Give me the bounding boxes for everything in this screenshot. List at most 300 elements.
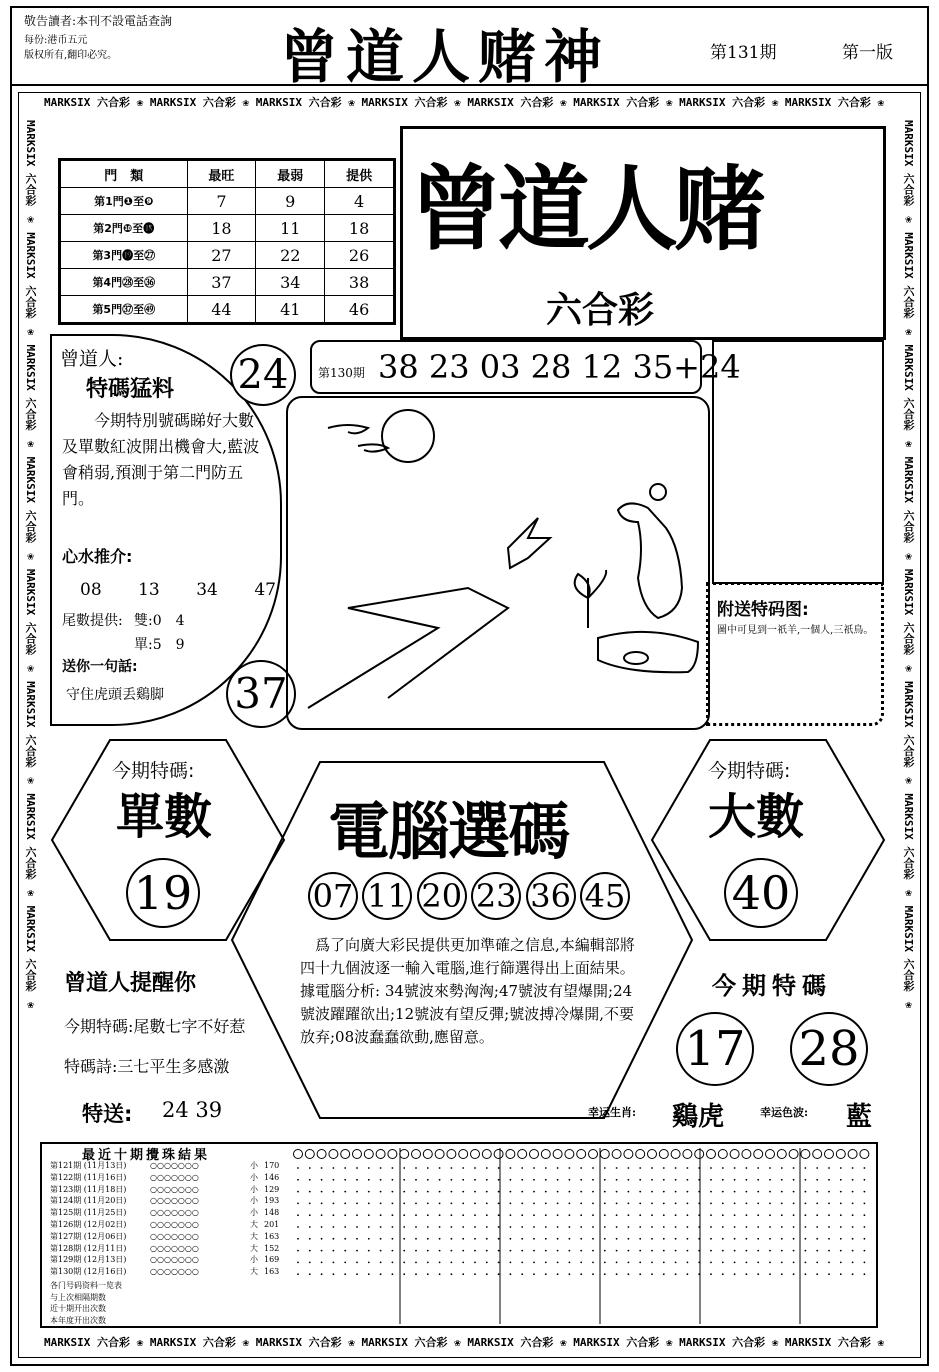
grid-cell [852,1214,854,1216]
rock-icon [598,632,698,672]
grid-cell [557,1250,559,1252]
computer-number: 11 [362,872,412,920]
grid-cell [793,1167,795,1169]
heart-number: 13 [138,580,160,600]
grid-cell [368,1179,370,1181]
grid-cell [616,1191,618,1193]
grid-cell [687,1250,689,1252]
grid-cell [604,1214,606,1216]
grid-header-ball [671,1150,680,1159]
grid-cell [545,1191,547,1193]
grid-cell [757,1191,759,1193]
zodiac-label: 幸运生肖: [588,1106,637,1119]
grid-cell [498,1273,500,1275]
draw-row-sum: 193 [264,1196,280,1206]
tail-label: 尾數提供: [62,613,123,629]
grid-cell [628,1250,630,1252]
grid-cell [663,1262,665,1264]
grid-cell [675,1273,677,1275]
grid-cell [451,1203,453,1205]
grid-cell [604,1238,606,1240]
grid-cell [356,1262,358,1264]
grid-cell [451,1273,453,1275]
grid-cell [533,1226,535,1228]
grid-cell [604,1262,606,1264]
door-give: 26 [325,242,394,269]
grid-cell [415,1179,417,1181]
puzzle-drawing [288,398,708,728]
grid-header-ball [577,1150,586,1159]
grid-cell [368,1214,370,1216]
grid-cell [852,1273,854,1275]
grid-cell [687,1191,689,1193]
grid-cell [698,1179,700,1181]
computer-number: 36 [526,872,576,920]
grid-cell [392,1250,394,1252]
grid-cell [746,1250,748,1252]
grid-cell [392,1167,394,1169]
reminder-line-1: 今期特碼:尾數七字不好惹 [64,1017,246,1036]
egg-icon [624,652,648,664]
grid-cell [545,1203,547,1205]
draw-row-sum: 148 [264,1208,280,1218]
grid-cell [545,1214,547,1216]
grid-cell [604,1179,606,1181]
tail-even: 雙:0 4 [134,613,185,629]
grid-cell [651,1273,653,1275]
grid-cell [510,1203,512,1205]
number-circle-top: 24 [230,344,296,406]
door-label: 第1門❶至❾ [61,188,188,215]
grid-cell [663,1273,665,1275]
grid-cell [451,1191,453,1193]
grid-cell [427,1167,429,1169]
heart-number: 34 [196,580,218,600]
grid-header-ball [801,1150,810,1159]
grid-cell [344,1191,346,1193]
border-strip-right: MARKSIX 六合彩 ❀ MARKSIX 六合彩 ❀ MARKSIX 六合彩 ❀ MARKSIX 六合彩 ❀ MARKSIX 六合彩 ❀ MARKSIX 六合彩 ❀ MARKSIX 六合彩 ❀ MARKSIX 六合彩 ❀ [902,120,915,1012]
mouse-figure-icon [618,503,682,618]
grid-cell [380,1273,382,1275]
draw-row-sum: 163 [264,1231,280,1241]
grid-cell [356,1250,358,1252]
grid-cell [439,1238,441,1240]
grid-cell [486,1167,488,1169]
grid-cell [639,1238,641,1240]
grid-cell [746,1203,748,1205]
grid-cell [533,1167,535,1169]
masthead-title: 曾道人赌神 [280,23,611,91]
grid-cell [793,1250,795,1252]
draw-footer-row: 各门号码资料一览表 [50,1281,122,1290]
grid-cell [557,1214,559,1216]
grid-header-ball [459,1150,468,1159]
grid-cell [698,1273,700,1275]
door-max: 37 [187,269,256,296]
grid-cell [864,1250,866,1252]
grid-cell [510,1179,512,1181]
grid-cell [380,1191,382,1193]
grid-cell [734,1273,736,1275]
tip-title: 特碼猛料 [86,377,175,402]
grid-cell [380,1167,382,1169]
draw-row-size: 大 [250,1231,258,1241]
draw-row [50,1195,300,1207]
grid-cell [580,1191,582,1193]
grid-cell [392,1203,394,1205]
flower-icon [650,484,666,500]
grid-cell [427,1273,429,1275]
grid-cell [462,1179,464,1181]
grid-cell [474,1203,476,1205]
grid-cell [403,1214,405,1216]
grid-cell [510,1250,512,1252]
door-give: 4 [325,188,394,215]
grid-cell [356,1214,358,1216]
path-icon [308,588,508,708]
grid-cell [628,1273,630,1275]
grid-cell [297,1238,299,1240]
header-notice [24,14,172,63]
grid-cell [557,1273,559,1275]
grid-cell [521,1191,523,1193]
grid-cell [781,1191,783,1193]
grid-cell [309,1167,311,1169]
grid-cell [403,1167,405,1169]
grid-cell [793,1262,795,1264]
grid-cell [498,1238,500,1240]
grid-cell [309,1273,311,1275]
grid-cell [710,1167,712,1169]
draw-row [50,1266,300,1278]
grid-cell [368,1191,370,1193]
door-give: 18 [325,215,394,242]
grid-cell [344,1179,346,1181]
grid-cell [344,1273,346,1275]
grid-cell [333,1273,335,1275]
grid-cell [710,1203,712,1205]
grid-cell [474,1179,476,1181]
grid-cell [580,1179,582,1181]
grid-cell [297,1226,299,1228]
grid-cell [451,1262,453,1264]
grid-cell [805,1226,807,1228]
grid-cell [498,1179,500,1181]
grid-cell [309,1179,311,1181]
grid-cell [415,1273,417,1275]
grid-cell [734,1167,736,1169]
door-label: 第2門❿至⓲ [61,215,188,242]
door-row [61,296,394,323]
grid-cell [651,1191,653,1193]
issue-number: 第131期 [710,43,777,63]
grid-cell [864,1191,866,1193]
grid-cell [828,1273,830,1275]
grid-header-ball [648,1150,657,1159]
draw-grid [292,1146,876,1326]
grid-cell [828,1191,830,1193]
draw-row-sum: 169 [264,1255,280,1265]
grid-header-ball [294,1150,303,1159]
grid-cell [852,1191,854,1193]
grid-cell [757,1214,759,1216]
grid-cell [816,1179,818,1181]
grid-cell [757,1262,759,1264]
grid-cell [816,1214,818,1216]
grid-cell [722,1262,724,1264]
grid-cell [580,1238,582,1240]
draw-row-balls: ○○○○○○○ [150,1161,199,1170]
grid-cell [569,1179,571,1181]
grid-cell [651,1179,653,1181]
grid-cell [852,1167,854,1169]
grid-cell [781,1238,783,1240]
hex-right-label: 今期特碼: [708,760,791,782]
border-strip-left: MARKSIX 六合彩 ❀ MARKSIX 六合彩 ❀ MARKSIX 六合彩 ❀ MARKSIX 六合彩 ❀ MARKSIX 六合彩 ❀ MARKSIX 六合彩 ❀ MARKSIX 六合彩 ❀ MARKSIX 六合彩 ❀ [24,120,37,1012]
grid-cell [698,1167,700,1169]
grid-cell [864,1238,866,1240]
grid-cell [415,1203,417,1205]
grid-header-ball [494,1150,503,1159]
grid-cell [864,1167,866,1169]
door-max: 7 [187,188,256,215]
gift-text: 圖中可見到一祇羊,一個人,三祇鳥。 [717,625,874,636]
grid-cell [710,1250,712,1252]
grid-cell [769,1262,771,1264]
door-table [58,158,396,325]
grid-cell [840,1203,842,1205]
draw-row-label: 第127期 (12月06日) [50,1231,127,1241]
grid-cell [403,1273,405,1275]
grid-cell [392,1214,394,1216]
grid-cell [746,1226,748,1228]
grid-cell [510,1167,512,1169]
grid-cell [462,1262,464,1264]
grid-cell [781,1167,783,1169]
grid-header-ball [471,1150,480,1159]
grid-cell [793,1273,795,1275]
grid-cell [439,1191,441,1193]
grid-header-ball [718,1150,727,1159]
grid-cell [474,1262,476,1264]
draw-row [50,1231,300,1243]
grid-cell [639,1191,641,1193]
door-col-header: 最旺 [187,161,256,188]
grid-cell [639,1167,641,1169]
grid-cell [828,1203,830,1205]
grid-cell [746,1273,748,1275]
draw-row-label: 第128期 (12月11日) [50,1243,127,1253]
grid-cell [734,1226,736,1228]
grid-cell [675,1262,677,1264]
grid-cell [557,1226,559,1228]
grid-cell [828,1250,830,1252]
grid-cell [675,1250,677,1252]
grid-cell [510,1226,512,1228]
grid-cell [651,1214,653,1216]
grid-cell [427,1226,429,1228]
door-col-header: 提供 [325,161,394,188]
grid-cell [380,1179,382,1181]
grid-cell [639,1179,641,1181]
draw-row-size: 小 [250,1255,258,1265]
door-label: 第5門㊲至㊾ [61,296,188,323]
grid-cell [462,1191,464,1193]
grid-cell [569,1250,571,1252]
grid-cell [793,1203,795,1205]
grid-header-ball [376,1150,385,1159]
grid-header-ball [388,1150,397,1159]
grid-cell [864,1179,866,1181]
grid-cell [616,1203,618,1205]
grid-header-ball [707,1150,716,1159]
draw-row [50,1207,300,1219]
grid-cell [628,1226,630,1228]
grid-cell [592,1167,594,1169]
grid-cell [498,1250,500,1252]
draw-history-table [40,1142,878,1328]
grid-header-ball [695,1150,704,1159]
grid-cell [392,1191,394,1193]
draw-row-balls: ○○○○○○○ [150,1208,199,1218]
grid-cell [498,1262,500,1264]
grid-cell [462,1167,464,1169]
grid-cell [344,1238,346,1240]
grid-cell [368,1262,370,1264]
grid-cell [687,1273,689,1275]
grid-header-ball [766,1150,775,1159]
grid-cell [344,1226,346,1228]
grid-cell [533,1250,535,1252]
grid-cell [380,1250,382,1252]
draw-row-label: 第123期 (11月18日) [50,1184,127,1194]
grid-cell [427,1203,429,1205]
grid-cell [663,1203,665,1205]
grid-cell [392,1262,394,1264]
grid-cell [616,1273,618,1275]
grid-cell [687,1226,689,1228]
computer-numbers [308,872,630,920]
grid-cell [427,1250,429,1252]
grid-cell [698,1250,700,1252]
grid-cell [510,1238,512,1240]
grid-header-ball [624,1150,633,1159]
grid-header-ball [860,1150,869,1159]
grid-cell [533,1238,535,1240]
grid-cell [427,1214,429,1216]
grid-cell [415,1214,417,1216]
grid-header-ball [612,1150,621,1159]
grid-header-ball [659,1150,668,1159]
grid-cell [616,1250,618,1252]
grid-cell [828,1262,830,1264]
gift-box [706,582,884,726]
grid-cell [628,1191,630,1193]
door-row [61,269,394,296]
grid-cell [604,1191,606,1193]
grid-header-ball [423,1150,432,1159]
grid-cell [368,1273,370,1275]
grid-cell [557,1238,559,1240]
draw-row-label: 第125期 (11月25日) [50,1208,127,1218]
grid-cell [344,1167,346,1169]
saying-text: 守住虎頭丢鷄脚 [66,687,164,703]
grid-cell [757,1179,759,1181]
grid-cell [840,1167,842,1169]
door-min: 41 [256,296,325,323]
grid-cell [746,1167,748,1169]
computer-number: 07 [308,872,358,920]
grid-cell [769,1191,771,1193]
draw-row-balls: ○○○○○○○ [150,1231,199,1241]
door-max: 44 [187,296,256,323]
grid-cell [639,1226,641,1228]
grid-cell [427,1191,429,1193]
grid-cell [297,1214,299,1216]
grid-cell [333,1191,335,1193]
grid-cell [309,1238,311,1240]
grid-cell [356,1273,358,1275]
grid-cell [734,1214,736,1216]
computer-number: 20 [417,872,467,920]
grid-cell [545,1273,547,1275]
grid-cell [840,1262,842,1264]
border-strip-bottom: MARKSIX 六合彩 ❀ MARKSIX 六合彩 ❀ MARKSIX 六合彩 ❀ MARKSIX 六合彩 ❀ MARKSIX 六合彩 ❀ MARKSIX 六合彩 ❀ MARKSIX 六合彩 ❀ MARKSIX 六合彩 ❀ [44,1336,885,1349]
grid-cell [580,1226,582,1228]
grid-cell [521,1250,523,1252]
grid-cell [675,1226,677,1228]
grid-cell [781,1179,783,1181]
grid-cell [781,1203,783,1205]
grid-cell [321,1167,323,1169]
grid-cell [297,1203,299,1205]
door-col-header: 最弱 [256,161,325,188]
grid-cell [321,1179,323,1181]
grid-cell [297,1273,299,1275]
grid-cell [663,1179,665,1181]
door-give: 46 [325,296,394,323]
grid-header-ball [482,1150,491,1159]
grid-cell [569,1226,571,1228]
grid-cell [321,1250,323,1252]
grid-cell [722,1214,724,1216]
grid-cell [864,1214,866,1216]
draw-row-balls: ○○○○○○○ [150,1184,199,1194]
grid-header-ball [317,1150,326,1159]
grid-cell [816,1203,818,1205]
draw-row-sum: 163 [264,1267,280,1277]
grid-cell [805,1179,807,1181]
grid-header-ball [353,1150,362,1159]
grid-cell [380,1214,382,1216]
grid-cell [840,1214,842,1216]
grid-cell [462,1203,464,1205]
grid-cell [439,1203,441,1205]
grid-cell [474,1238,476,1240]
draw-row-sum: 152 [264,1243,280,1253]
grid-cell [344,1203,346,1205]
draw-footer-row: 与上次相隔期数 [50,1292,106,1302]
grid-cell [415,1191,417,1193]
grid-cell [321,1262,323,1264]
grid-cell [639,1203,641,1205]
grid-header-ball [364,1150,373,1159]
grid-cell [521,1262,523,1264]
notice-line-1: 敬告讀者:本刊不設電話查詢 [24,14,173,28]
grid-cell [533,1203,535,1205]
grid-cell [427,1179,429,1181]
grid-header-ball [329,1150,338,1159]
